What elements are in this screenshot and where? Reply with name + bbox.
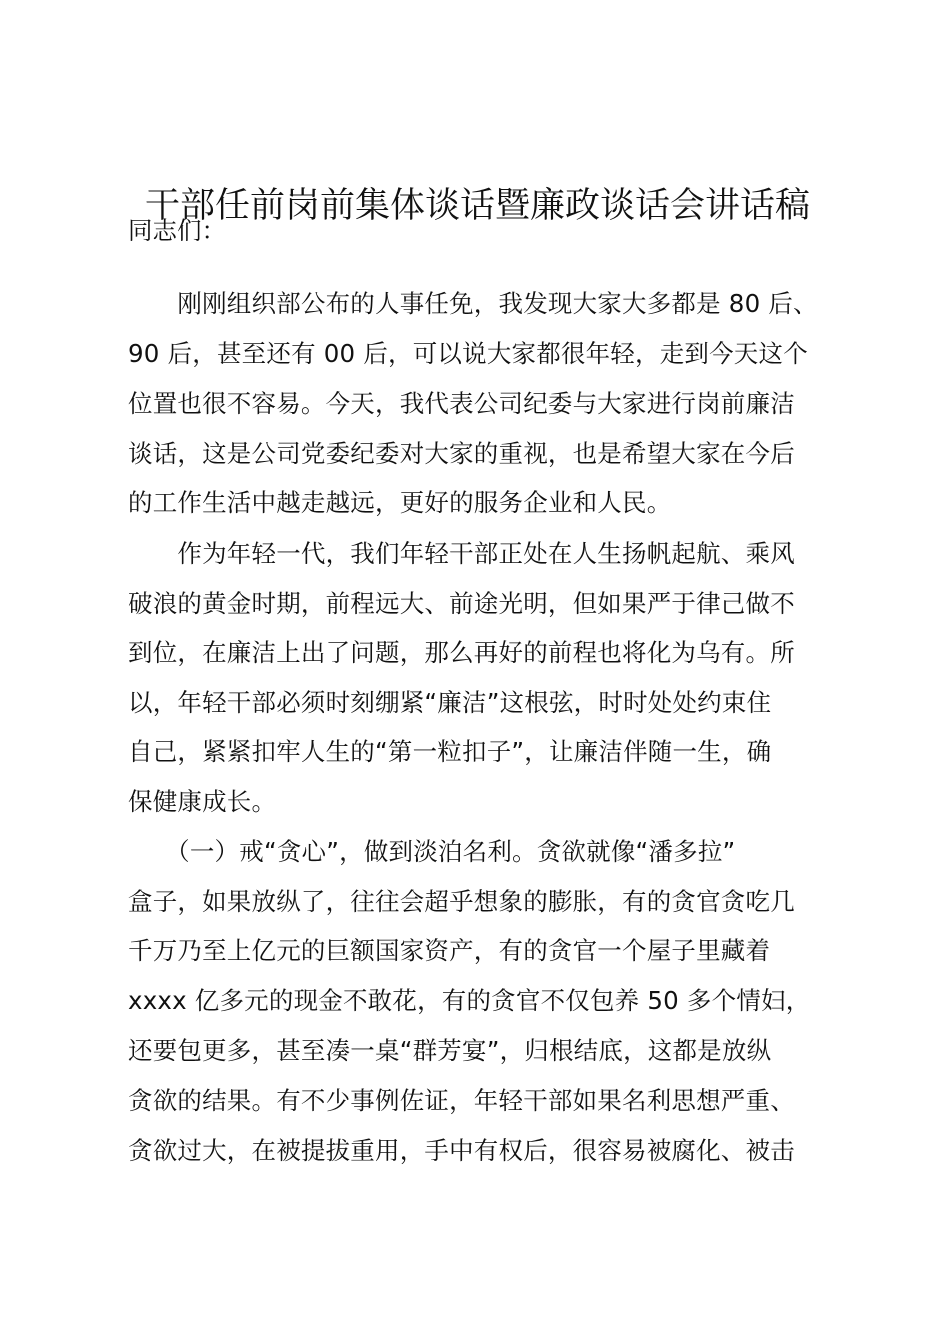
- body-line: 到位，在廉洁上出了问题，那么再好的前程也将化为乌有。所: [128, 638, 795, 667]
- body-line: 贪欲过大，在被提拔重用，手中有权后，很容易被腐化、被击: [128, 1136, 795, 1165]
- document-title: 干部任前岗前集体谈话暨廉政谈话会讲话稿: [145, 186, 811, 226]
- salutation: 同志们：: [128, 216, 226, 245]
- body-line: 位置也很不容易。今天，我代表公司纪委与大家进行岗前廉洁: [128, 389, 795, 418]
- body-line: 千万乃至上亿元的巨额国家资产，有的贪官一个屋子里藏着: [128, 936, 771, 965]
- body-line: （一）戒“贪心”，做到淡泊名利。贪欲就像“潘多拉”: [128, 837, 736, 866]
- body-line: 刚刚组织部公布的人事任免，我发现大家大多都是 80 后、: [128, 289, 818, 318]
- body-line: 90 后，甚至还有 00 后，可以说大家都很年轻，走到今天这个: [128, 339, 808, 368]
- body-line: 作为年轻一代，我们年轻干部正处在人生扬帆起航、乘风: [128, 539, 795, 568]
- body-line: 保健康成长。: [128, 787, 277, 816]
- body-line: 的工作生活中越走越远，更好的服务企业和人民。: [128, 488, 672, 517]
- body-line: 谈话，这是公司党委纪委对大家的重视，也是希望大家在今后: [128, 439, 795, 468]
- body-line: 贪欲的结果。有不少事例佐证，年轻干部如果名利思想严重、: [128, 1086, 795, 1115]
- body-line: 自己，紧紧扣牢人生的“第一粒扣子”，让廉洁伴随一生，确: [128, 737, 772, 766]
- body-line: 以，年轻干部必须时刻绷紧“廉洁”这根弦，时时处处约束住: [128, 688, 772, 717]
- body-line: 还要包更多，甚至凑一桌“群芳宴”，归根结底，这都是放纵: [128, 1036, 772, 1065]
- body-line: xxxx 亿多元的现金不敢花，有的贪官不仅包养 50 多个情妇，: [128, 986, 811, 1015]
- body-line: 破浪的黄金时期，前程远大、前途光明，但如果严于律己做不: [128, 589, 795, 618]
- body-line: 盒子，如果放纵了，往往会超乎想象的膨胀，有的贪官贪吃几: [128, 887, 795, 916]
